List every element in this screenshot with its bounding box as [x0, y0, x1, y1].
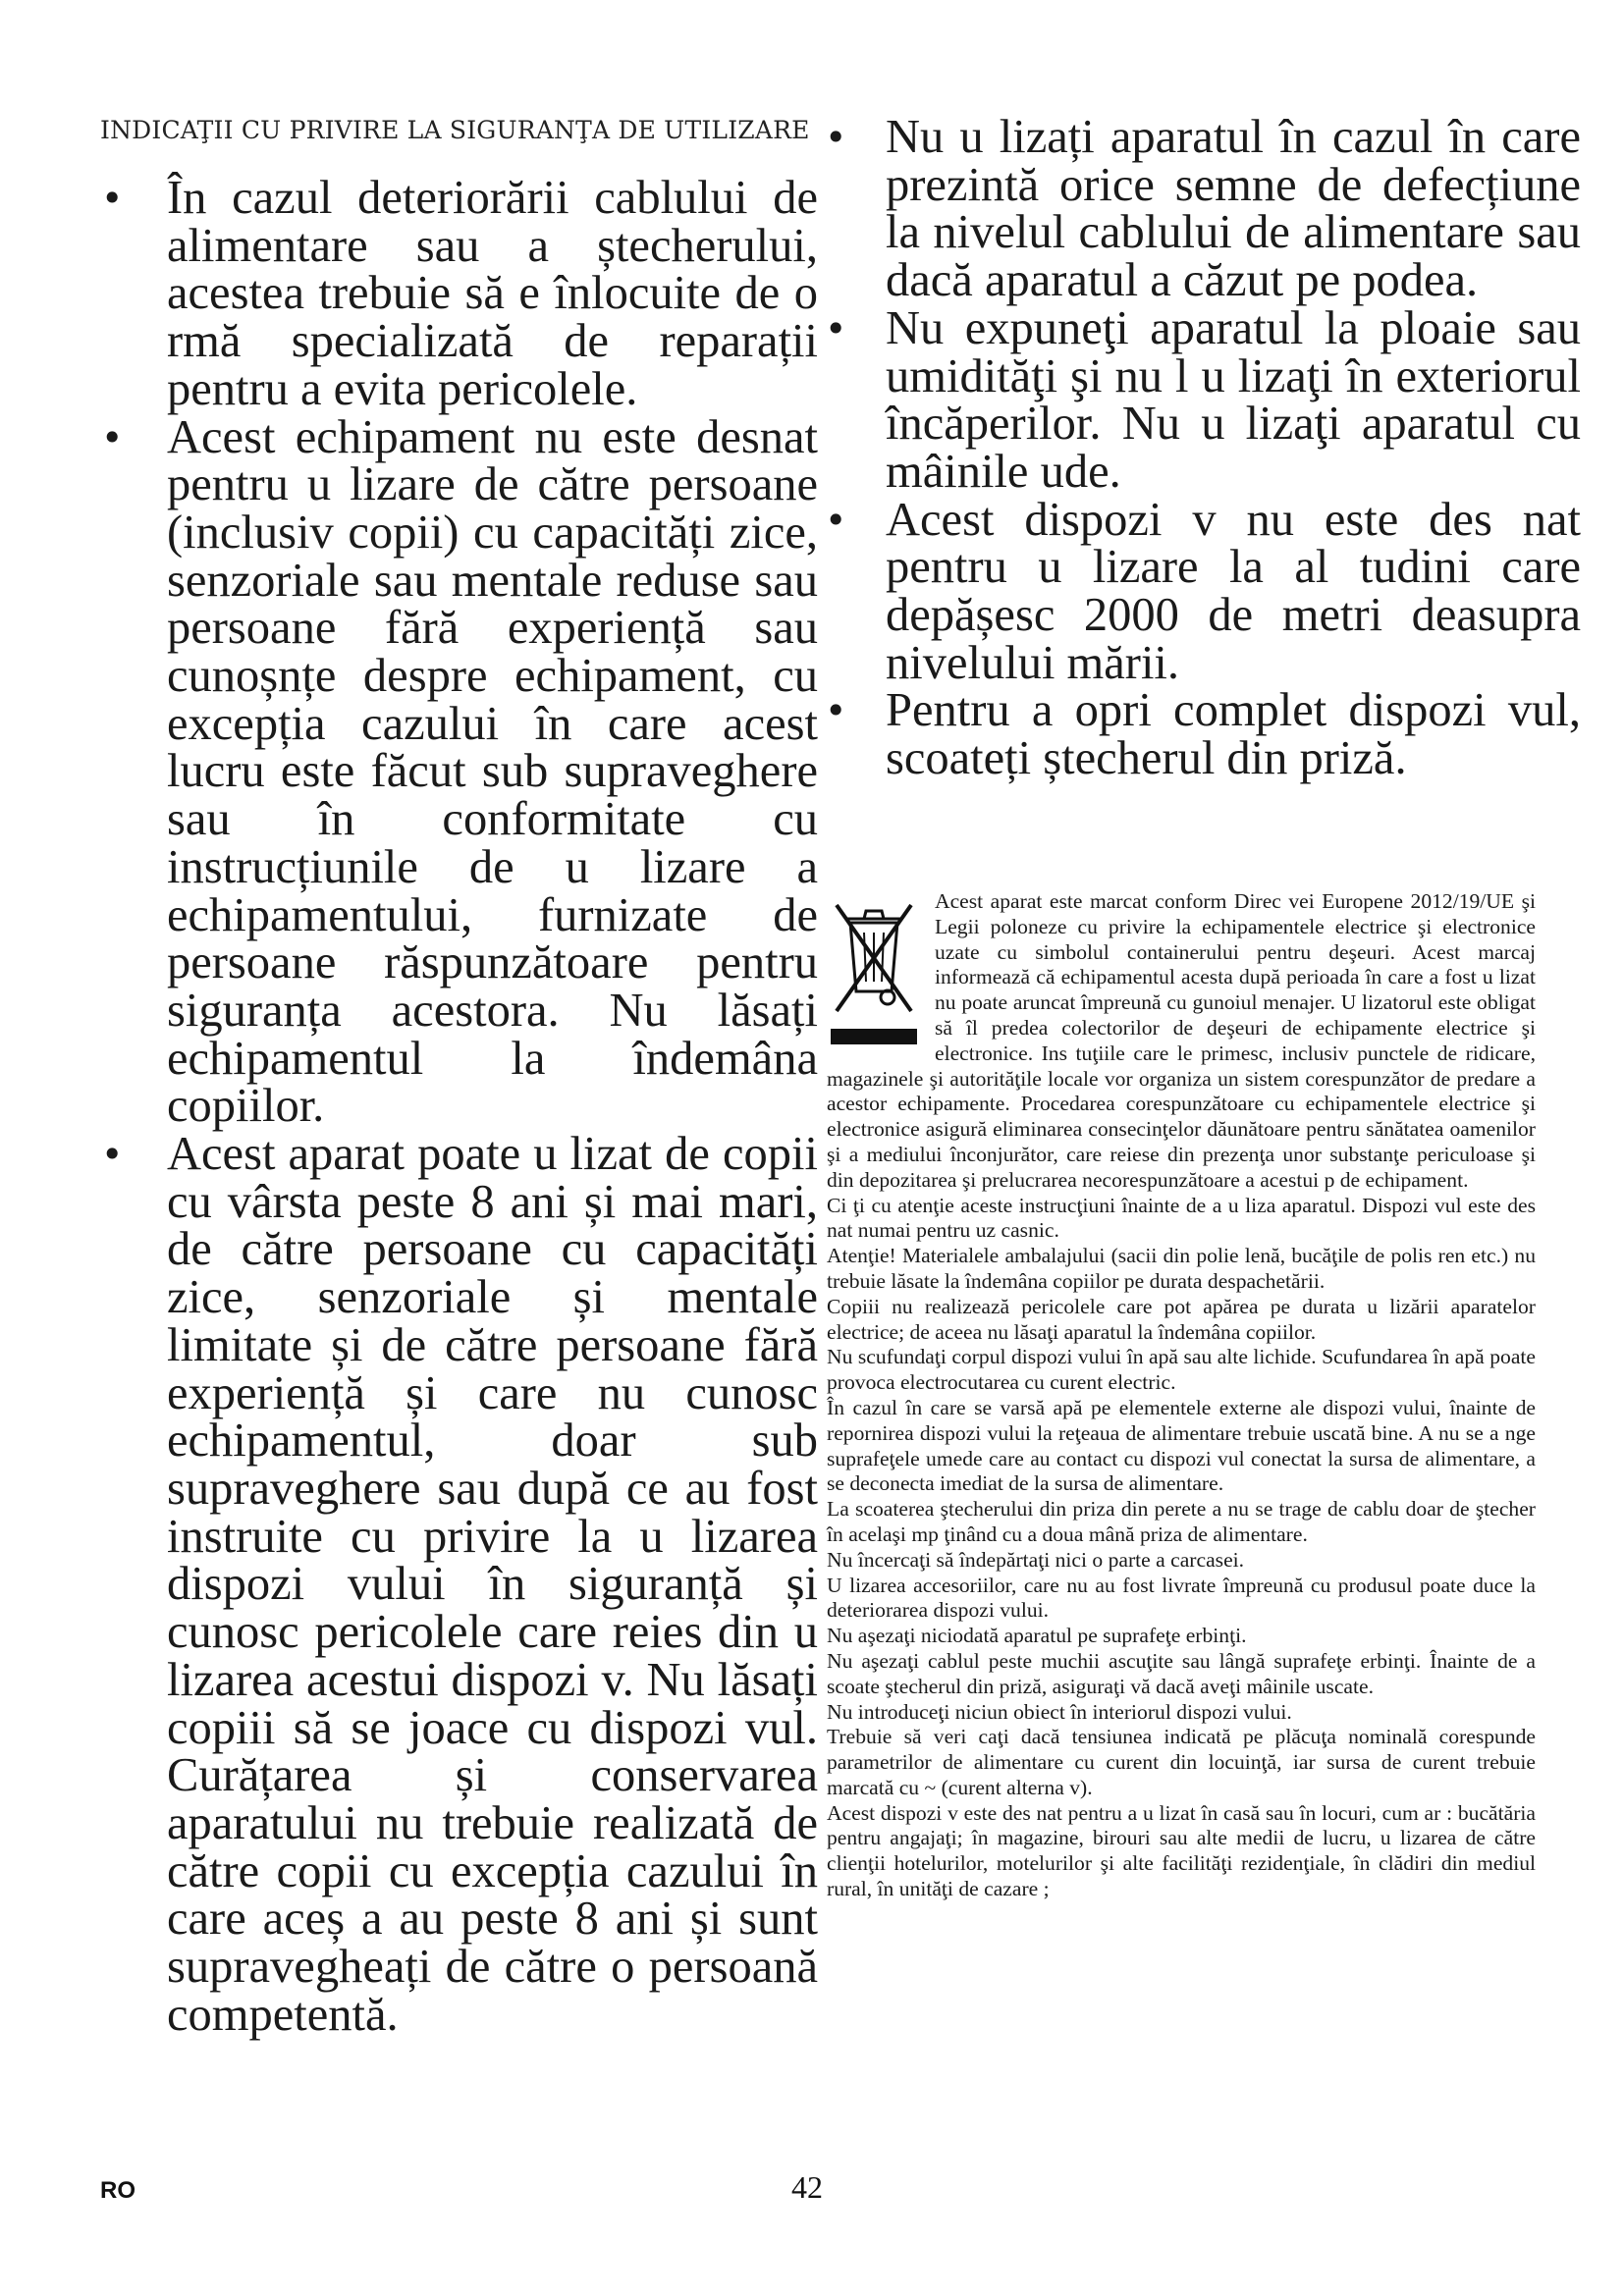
language-code: RO [100, 2177, 135, 2204]
notice-paragraph: Acest aparat este marcat conform Direc vei Europene 2012/19/UE şi Legii poloneze cu privire la echipamentele electrice şi electronice uzate cu simbolul containerului pentru deşeuri. Acest marcaj informează că echipamentul acesta după perioada în care a fost u lizat nu poate aruncat împreună cu gunoiul menajer. U lizatorul este obligat să îl predea colectorilor de deşeuri de echipamente electrice şi electronice. Ins tuţiile care le primesc, inclusiv punctele de ridicare, magazinele şi autorităţile locale vor organiza un sistem corespunzător de predare a acestor echipamente. Procedarea corespunzătoare cu echipamentele electrice şi electronice asigură eliminarea consecinţelor dăunătoare pentru sănătatea oamenilor şi a mediului înconjurător, care reiese din prezenţa unor substanţe periculoase şi din depozitarea şi prelucrarea necorespunzătoare a acestui p de echipament. [827, 889, 1536, 1192]
safety-item-text: Acest dispozi v nu este des nat pentru u lizare la al tudini care depășesc 2000 de metri deasupra nivelului mării. [886, 493, 1581, 689]
safety-item-text: Nu u lizați aparatul în cazul în care prezintă orice semne de defecțiune la nivelul cablului de alimentare sau dacă aparatul a căzut pe podea. [886, 111, 1581, 307]
notice-paragraph: Copiii nu realizează pericolele care pot apărea pe durata u lizării aparatelor electrice; de aceea nu lăsaţi aparatul la îndemâna copiilor. [827, 1294, 1536, 1344]
notice-paragraph: Nu aşezaţi niciodată aparatul pe suprafeţe erbinţi. [827, 1624, 1247, 1648]
safety-item [93, 410, 818, 1133]
notice-paragraph: În cazul în care se varsă apă pe elementele externe ale dispozi vului, înainte de repornirea dispozi vului la reţeaua de alimentare trebuie uscată bine. A nu se a nge suprafeţele umede care au contact cu dispozi vul conectat la sursa de alimentare, a se deconecta imediat de la sursa de alimentare. [827, 1395, 1536, 1496]
bullet-icon: • [825, 116, 847, 159]
safety-item-text: Pentru a opri complet dispozi vul, scoateți ștecherul din priză. [886, 684, 1581, 785]
notice-paragraph: Ci ţi cu atenţie aceste instrucţiuni înainte de a u liza aparatul. Dispozi vul este des nat numai pentru uz casnic. [827, 1193, 1536, 1243]
notice-paragraph: U lizarea accesoriilor, care nu au fost livrate împreună cu produsul poate duce la deteriorarea dispozi vului. [827, 1573, 1536, 1623]
safety-item-text: Nu expuneţi aparatul la ploaie sau umidităţi şi nu l u lizaţi în exteriorul încăperilor. Nu u lizaţi aparatul cu mâinile ude. [886, 301, 1581, 498]
safety-item [825, 493, 1581, 689]
notice-paragraph: Trebuie să veri caţi dacă tensiunea indicată pe plăcuţa nominală corespunde parametrilor de alimentare cu curent din locuinţă, iar sursa de curent trebuie marcată cu ~ (curent alterna v). [827, 1725, 1536, 1799]
bullet-icon: • [825, 689, 847, 733]
notice-paragraph: Nu aşezaţi cablul peste muchii ascuţite sau lângă suprafeţe erbinţi. Înainte de a scoate ştecherul din priză, asiguraţi vă dacă aveţi mâinile uscate. [827, 1648, 1536, 1698]
safety-item-text: Acest aparat poate u lizat de copii cu vârsta peste 8 ani și mai mari, de către persoane cu capacități zice, senzoriale și mentale limitate și de către persoane fără experiență și care nu cunosc echipamentul, doar sub supraveghere sau după ce au fost instruite cu privire la u lizarea dispozi vului în siguranță și cunosc pericolele care reies din u lizarea acestui dispozi v. Nu lăsați copiii să se joace cu dispozi vul. Curățarea și conservarea aparatului nu trebuie realizată de către copii cu excepția cazului în care aceș a au peste 8 ani și sunt supravegheați de către o persoană competentă. [167, 1128, 818, 2041]
notice-paragraph: Acest dispozi v este des nat pentru a u lizat în casă sau în locuri, cum ar : bucătăria pentru angajaţi; în magazine, birouri sau alte medii de lucru, u lizarea de către clienţii hotelurilor, motelurilor şi alte facilităţi rezidenţiale, în clădiri din mediul rural, în unităţi de cazare ; [827, 1800, 1536, 1901]
safety-item [93, 172, 818, 415]
crossed-out-wheelie-bin-icon [827, 895, 921, 1052]
right-column [825, 111, 1581, 785]
safety-item [825, 684, 1581, 785]
notice-paragraph: Atenţie! Materialele ambalajului (sacii din polie lenă, bucăţile de polis ren etc.) nu trebuie lăsate la îndemâna copiilor pe durata despachetării. [827, 1244, 1536, 1293]
notice-paragraph: La scoaterea ştecherului din priza din perete a nu se trage de cablu doar de ştecher în acelaşi mp ţinând cu a doua mână priza de alimentare. [827, 1497, 1536, 1546]
safety-item [825, 111, 1581, 307]
section-heading: INDICAŢII CU PRIVIRE LA SIGURANŢA DE UTILIZARE [100, 116, 810, 144]
left-column [93, 172, 818, 2041]
safety-item [93, 1128, 818, 2041]
bullet-icon: • [101, 1133, 124, 1177]
bullet-icon: • [101, 415, 124, 459]
bullet-icon: • [825, 498, 847, 542]
bullet-icon: • [825, 306, 847, 350]
notice-paragraph: Nu scufundaţi corpul dispozi vului în apă sau alte lichide. Scufundarea în apă poate provoca electrocutarea cu curent electric. [827, 1345, 1536, 1395]
safety-item [825, 301, 1581, 498]
notice-paragraph: Nu introduceţi niciun obiect în interiorul dispozi vului. [827, 1699, 1292, 1724]
safety-item-text: Acest echipament nu este desnat pentru u lizare de către persoane (inclusiv copii) cu capacități zice, senzoriale sau mentale reduse sau persoane fără experiență sau cunoșnțe despre echipament, cu excepția cazului în care acest lucru este făcut sub supraveghere sau în conformitate cu instrucțiunile de u lizare a echipamentului, furnizate de persoane răspunzătoare pentru siguranța acestora. Nu lăsați echipamentul la îndemâna copiilor. [167, 410, 818, 1133]
safety-item-text: În cazul deteriorării cablului de alimentare sau a ștecherului, acestea trebuie să e înlocuite de o rmă specializată de reparații pentru a evita pericolele. [167, 172, 818, 415]
notice-paragraph: Nu încercaţi să îndepărtaţi nici o parte a carcasei. [827, 1547, 1245, 1572]
weee-notice [827, 889, 1536, 1902]
bullet-icon: • [101, 177, 124, 220]
page-number: 42 [791, 2169, 823, 2205]
